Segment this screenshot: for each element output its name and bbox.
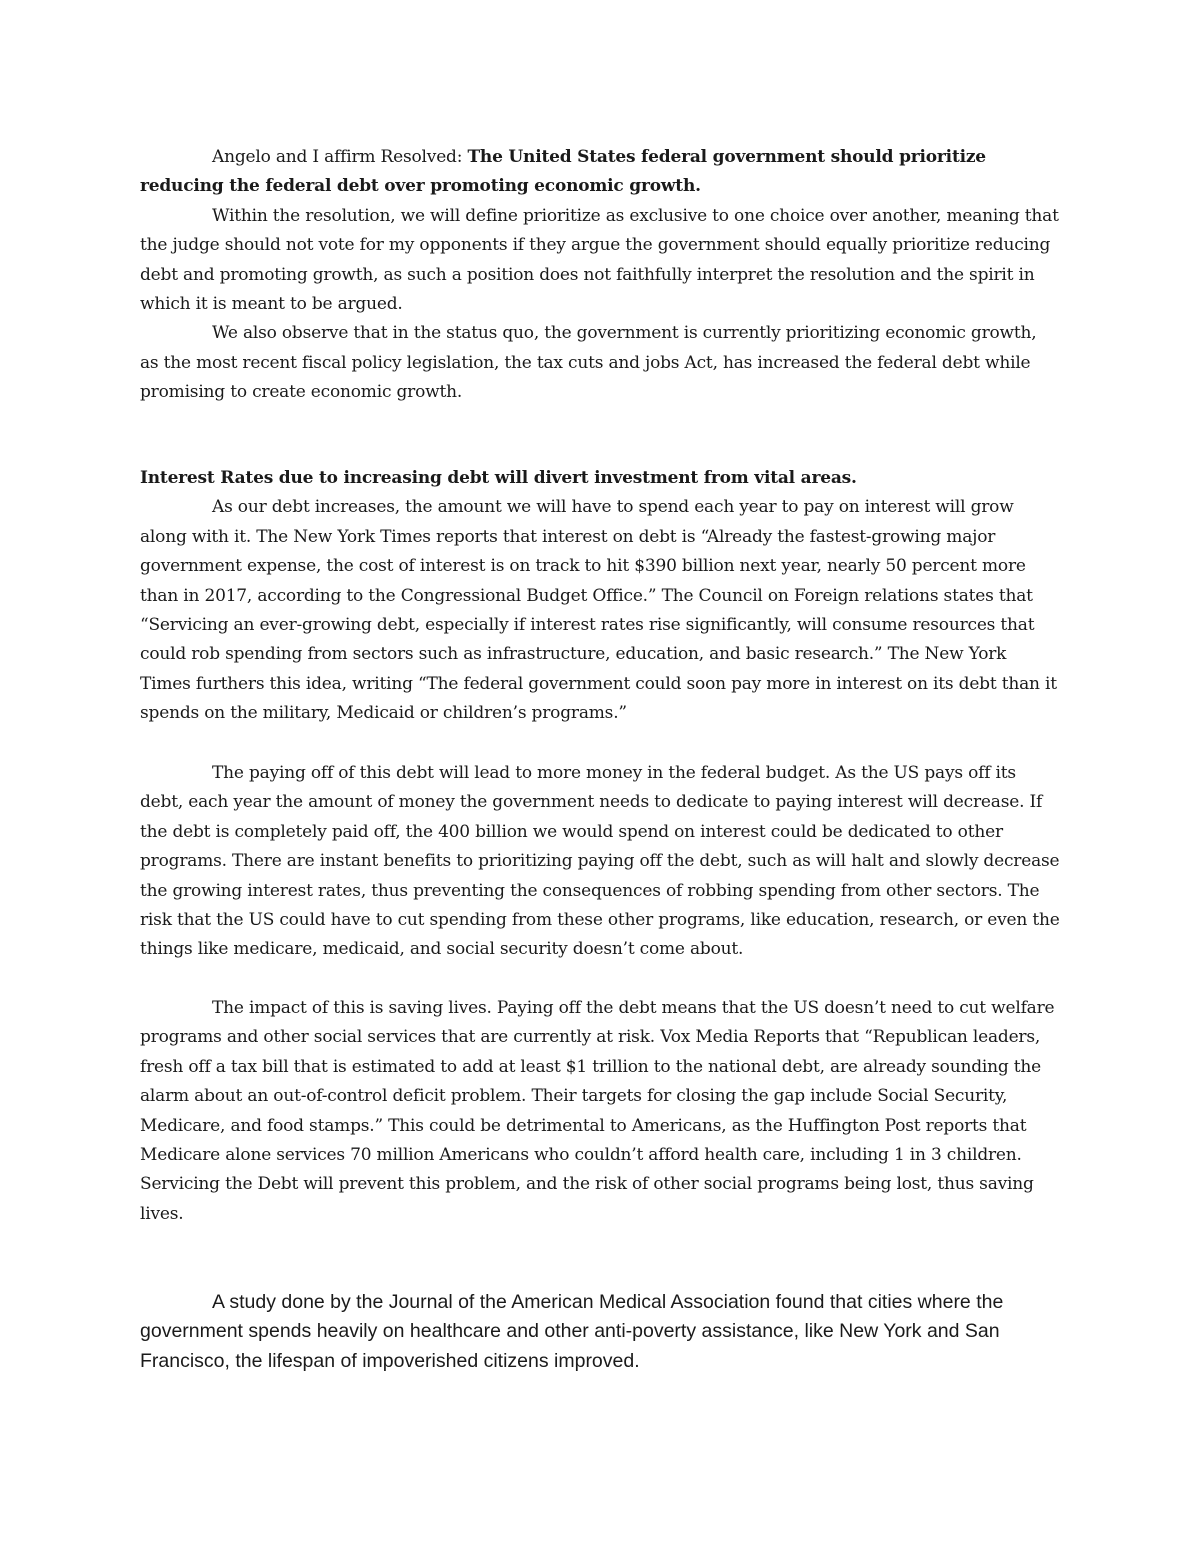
contention-section xyxy=(140,464,1060,729)
definition-paragraph: Within the resolution, we will define prioritize as exclusive to one choice over another, meaning that the judge should not vote for my opponents if they argue the government should equally prioritize reducing debt and promoting growth, as such a position does not faithfully interpret the resolution and the spirit in which it is meant to be argued. xyxy=(140,205,1059,315)
impact-section xyxy=(140,994,1060,1229)
observation-paragraph: We also observe that in the status quo, the government is currently prioritizing economic growth, as the most recent fiscal policy legislation, the tax cuts and jobs Act, has increased the federal debt while promising to create economic growth. xyxy=(140,323,1037,403)
budget-paragraph: The paying off of this debt will lead to more money in the federal budget. As the US pays off its debt, each year the amount of money the government needs to dedicate to paying interest will decrease. If the debt is completely paid off, the 400 billion we would spend on interest could be dedicated to other programs. There are instant benefits to prioritizing paying off the debt, such as will halt and slowly decrease the growing interest rates, thus preventing the consequences of robbing spending from other sectors. The risk that the US could have to cut spending from these other programs, like education, research, or even the things like medicare, medicaid, and social security doesn’t come about. xyxy=(140,763,1060,960)
resolution-paragraph xyxy=(140,143,1060,202)
study-paragraph: A study done by the Journal of the American Medical Association found that cities where the government spends heavily on healthcare and other anti-poverty assistance, like New York and San Francisco, the lifespan of impoverished citizens improved. xyxy=(140,1291,1004,1372)
contention-heading xyxy=(140,464,1060,493)
impact-paragraph: The impact of this is saving lives. Paying off the debt means that the US doesn’t need to cut welfare programs and other social services that are currently at risk. Vox Media Reports that “Republican leaders, fresh off a tax bill that is estimated to add at least $1 trillion to the national debt, are already sounding the alarm about an out-of-control deficit problem. Their targets for closing the gap include Social Security, Medicare, and food stamps.” This could be detrimental to Americans, as the Huffington Post reports that Medicare alone services 70 million Americans who couldn’t afford health care, including 1 in 3 children. Servicing the Debt will prevent this problem, and the risk of other social programs being lost, thus saving lives. xyxy=(140,998,1055,1224)
study-section xyxy=(140,1288,1060,1376)
budget-section xyxy=(140,759,1060,965)
intro-section xyxy=(140,143,1060,408)
evidence-paragraph: As our debt increases, the amount we will have to spend each year to pay on interest will grow along with it. The New York Times reports that interest on debt is “Already the fastest-growing major government expense, the cost of interest is on track to hit $390 billion next year, nearly 50 percent more than in 2017, according to the Congressional Budget Office.” The Council on Foreign relations states that “Servicing an ever-growing debt, especially if interest rates rise significantly, will consume resources that could rob spending from sectors such as infrastructure, education, and basic research.” The New York Times furthers this idea, writing “The federal government could soon pay more in interest on its debt than it spends on the military, Medicaid or children’s programs.” xyxy=(140,497,1057,724)
resolution-text: The United States federal government should prioritize reducing the federal debt over promoting economic growth. xyxy=(140,147,986,197)
resolution-lead: Angelo and I affirm Resolved: xyxy=(212,147,468,167)
contention-heading-text: Interest Rates due to increasing debt will divert investment from vital areas. xyxy=(140,468,857,488)
